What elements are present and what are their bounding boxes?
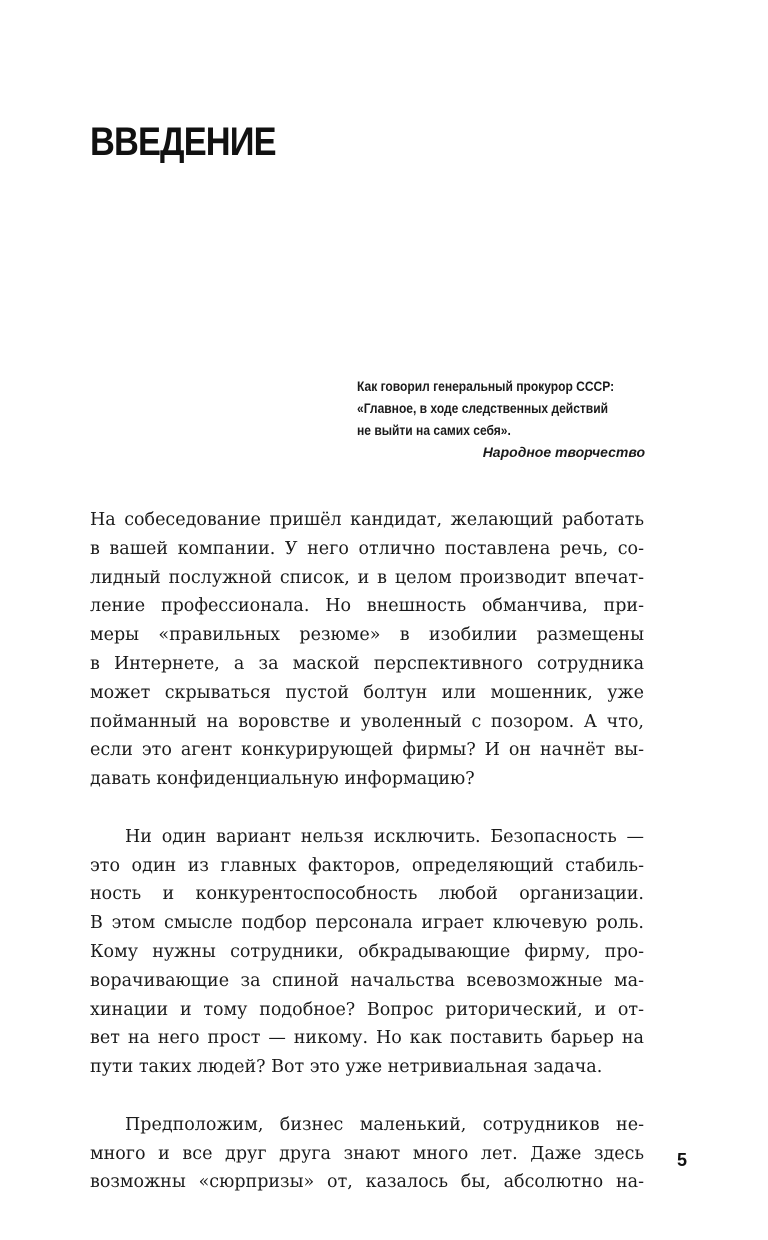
text-line: На собеседование пришёл кандидат, желающий работать (90, 510, 644, 530)
text-line: В этом смысле подбор персонала играет ключевую роль. (90, 913, 644, 934)
page-number: 5 (677, 1150, 688, 1170)
paragraph-1 (90, 506, 644, 794)
text-line: это один из главных факторов, определяющий стабиль- (90, 855, 644, 876)
text-line: давать конфиденциальную информацию? (90, 769, 475, 790)
text-line: лидный послужной список, и в целом производит впечат- (90, 567, 644, 588)
text-line: Предположим, бизнес маленький, сотрудников не- (125, 1114, 644, 1135)
page-title: ВВЕДЕНИЕ (90, 120, 276, 164)
text-line: ность и конкурентоспособность любой организации. (90, 884, 644, 905)
text-line: хинации и тому подобное? Вопрос риторический, и от- (90, 999, 644, 1020)
text-line: Ни один вариант нельзя исключить. Безопасность — (125, 826, 644, 847)
epigraph (357, 375, 657, 463)
text-line: вет на него прост — никому. Но как поставить барьер на (90, 1028, 644, 1049)
text-line: пойманный на воровстве и уволенный с позором. А что, (90, 711, 644, 732)
text-line: в вашей компании. У него отлично поставлена речь, со- (90, 538, 644, 559)
text-line: если это агент конкурирующей фирмы? И он начнёт вы- (90, 740, 644, 761)
epigraph-line: не выйти на самих себя». (357, 422, 511, 438)
epigraph-line: «Главное, в ходе следственных действий (357, 400, 609, 416)
text-line: Кому нужны сотрудники, обкрадывающие фирму, про- (90, 941, 644, 962)
paragraph-2 (90, 823, 644, 1082)
text-line: пути таких людей? Вот это уже нетривиальная задача. (90, 1057, 603, 1078)
text-line: в Интернете, а за маской перспективного сотрудника (90, 653, 644, 674)
text-line: много и все друг друга знают много лет. Даже здесь (90, 1143, 644, 1164)
text-line: возможны «сюрпризы» от, казалось бы, абсолютно на- (90, 1172, 644, 1193)
paragraph-3 (90, 1111, 644, 1197)
body-text (90, 506, 644, 1226)
epigraph-line: Как говорил генеральный прокурор СССР: (357, 378, 615, 394)
text-line: ворачивающие за спиной начальства всевозможные ма- (90, 970, 644, 991)
text-line: ление профессионала. Но внешность обманчива, при- (90, 596, 644, 617)
text-line: может скрываться пустой болтун или мошенник, уже (90, 682, 644, 703)
epigraph-source: Народное творчество (482, 444, 645, 460)
text-line: меры «правильных резюме» в изобилии размещены (90, 625, 644, 646)
